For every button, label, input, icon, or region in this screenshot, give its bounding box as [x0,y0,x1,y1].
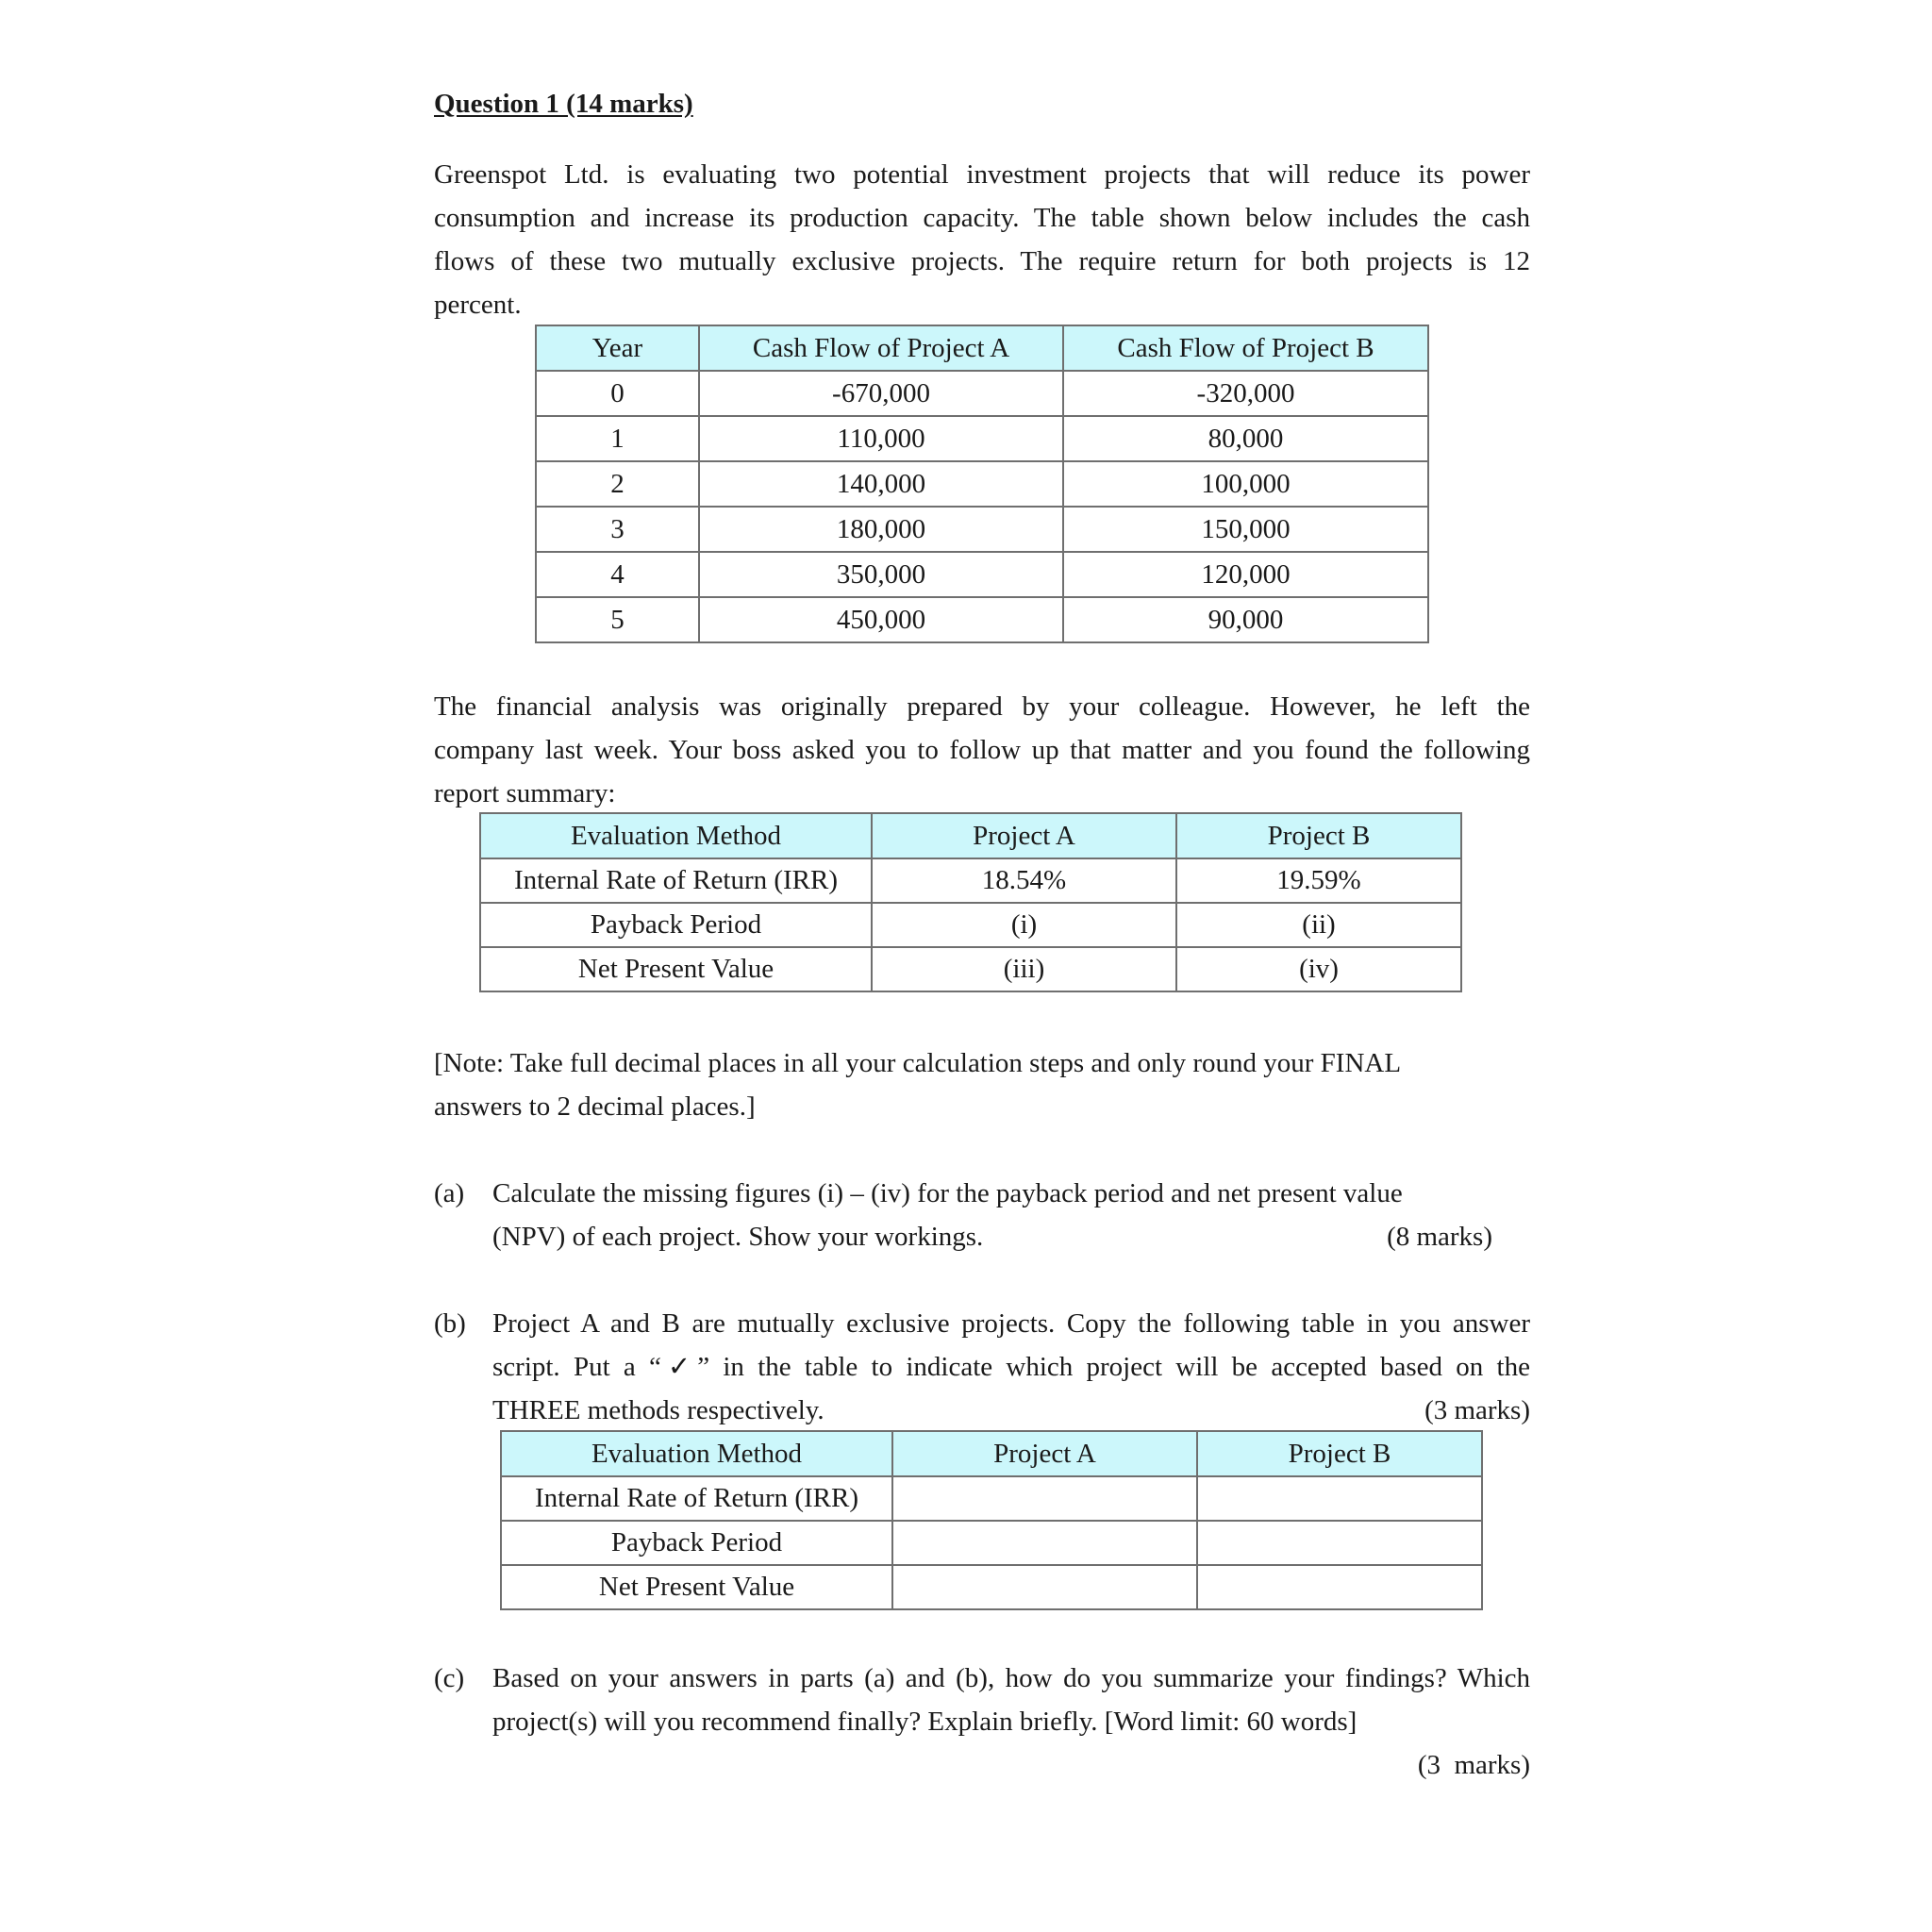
header-cell: Project A [892,1431,1197,1476]
header-cell: Year [536,325,699,371]
part-c-line-1: Based on your answers in parts (a) and (b), how do you summarize your findings? Which [492,1663,1530,1693]
table-cell: 180,000 [699,507,1063,552]
analysis-paragraph [434,685,1530,815]
decision-table [500,1430,1483,1610]
table-cell: 5 [536,597,699,642]
table-cell: 0 [536,371,699,416]
table-row [501,1521,1482,1565]
table-cell: 110,000 [699,416,1063,461]
part-b-line-3: THREE methods respectively. [492,1395,824,1425]
table-cell: 2 [536,461,699,507]
intro-line-3: flows of these two mutually exclusive projects. The require return for both projects is 12 [434,246,1530,276]
table-cell: (ii) [1176,903,1461,947]
analysis-line-1: The financial analysis was originally prepared by your colleague. However, he left the [434,691,1530,722]
table-row [501,1476,1482,1521]
table-row [536,461,1428,507]
part-a-label: (a) [434,1178,465,1208]
note-line-2: answers to 2 decimal places.] [434,1091,756,1122]
part-c [434,1657,1530,1789]
table-cell: 120,000 [1063,552,1428,597]
part-b-label: (b) [434,1308,466,1339]
intro-line-4: percent. [434,290,522,320]
table-cell: (i) [872,903,1176,947]
table-cell [1197,1476,1482,1521]
table-cell: Payback Period [480,903,872,947]
header-cell: Evaluation Method [480,813,872,858]
table-header-row [501,1431,1482,1476]
table-header-row [480,813,1461,858]
part-b-line-1: Project A and B are mutually exclusive projects. Copy the following table in you answer [492,1308,1530,1339]
part-b [434,1302,1530,1434]
cashflow-table [535,325,1429,643]
part-a-marks: (8 marks) [1387,1222,1492,1252]
table-cell: -670,000 [699,371,1063,416]
table-cell: 19.59% [1176,858,1461,903]
part-c-line-2: project(s) will you recommend finally? Explain briefly. [Word limit: 60 words] [492,1707,1357,1737]
table-row [536,507,1428,552]
table-cell [892,1476,1197,1521]
table-cell: 90,000 [1063,597,1428,642]
table-row [480,947,1461,991]
table-cell: 1 [536,416,699,461]
part-a [434,1172,1530,1258]
header-cell: Evaluation Method [501,1431,892,1476]
part-b-marks: (3 marks) [1424,1395,1530,1425]
table-cell: 450,000 [699,597,1063,642]
question-title: Question 1 (14 marks) [434,89,693,119]
table-cell: (iv) [1176,947,1461,991]
header-cell: Cash Flow of Project A [699,325,1063,371]
table-cell: Net Present Value [480,947,872,991]
table-header-row [536,325,1428,371]
table-cell: 100,000 [1063,461,1428,507]
analysis-line-2: company last week. Your boss asked you to follow up that matter and you found the following [434,735,1530,765]
note-text [434,1041,1509,1128]
note-line-1: [Note: Take full decimal places in all your calculation steps and only round your FINAL [434,1048,1402,1078]
table-cell: Internal Rate of Return (IRR) [480,858,872,903]
table-cell: Internal Rate of Return (IRR) [501,1476,892,1521]
table-row [536,416,1428,461]
header-cell: Cash Flow of Project B [1063,325,1428,371]
table-cell: 150,000 [1063,507,1428,552]
table-row [480,903,1461,947]
part-a-line-2: (NPV) of each project. Show your workings. [492,1222,984,1252]
table-row [536,597,1428,642]
report-summary-table [479,812,1462,992]
intro-line-2: consumption and increase its production capacity. The table shown below includes the cash [434,203,1530,233]
table-cell: 4 [536,552,699,597]
part-c-marks: (3 marks) [1417,1750,1530,1780]
header-cell: Project B [1197,1431,1482,1476]
table-cell: 350,000 [699,552,1063,597]
intro-line-1: Greenspot Ltd. is evaluating two potential investment projects that will reduce its power [434,159,1530,190]
table-row [501,1565,1482,1609]
table-cell [892,1565,1197,1609]
part-a-line-1: Calculate the missing figures (i) – (iv) for the payback period and net present value [492,1178,1403,1208]
table-cell [892,1521,1197,1565]
table-cell [1197,1565,1482,1609]
table-cell: Net Present Value [501,1565,892,1609]
header-cell: Project A [872,813,1176,858]
analysis-line-3: report summary: [434,778,616,808]
table-row [480,858,1461,903]
part-b-line-2: script. Put a “✓” in the table to indicate which project will be accepted based on the [492,1352,1530,1382]
table-cell: 18.54% [872,858,1176,903]
header-cell: Project B [1176,813,1461,858]
table-cell: -320,000 [1063,371,1428,416]
table-cell: 140,000 [699,461,1063,507]
table-row [536,371,1428,416]
part-c-label: (c) [434,1663,465,1693]
table-cell: 80,000 [1063,416,1428,461]
table-row [536,552,1428,597]
table-cell: 3 [536,507,699,552]
table-cell: Payback Period [501,1521,892,1565]
table-cell: (iii) [872,947,1176,991]
table-cell [1197,1521,1482,1565]
intro-paragraph [434,153,1530,326]
